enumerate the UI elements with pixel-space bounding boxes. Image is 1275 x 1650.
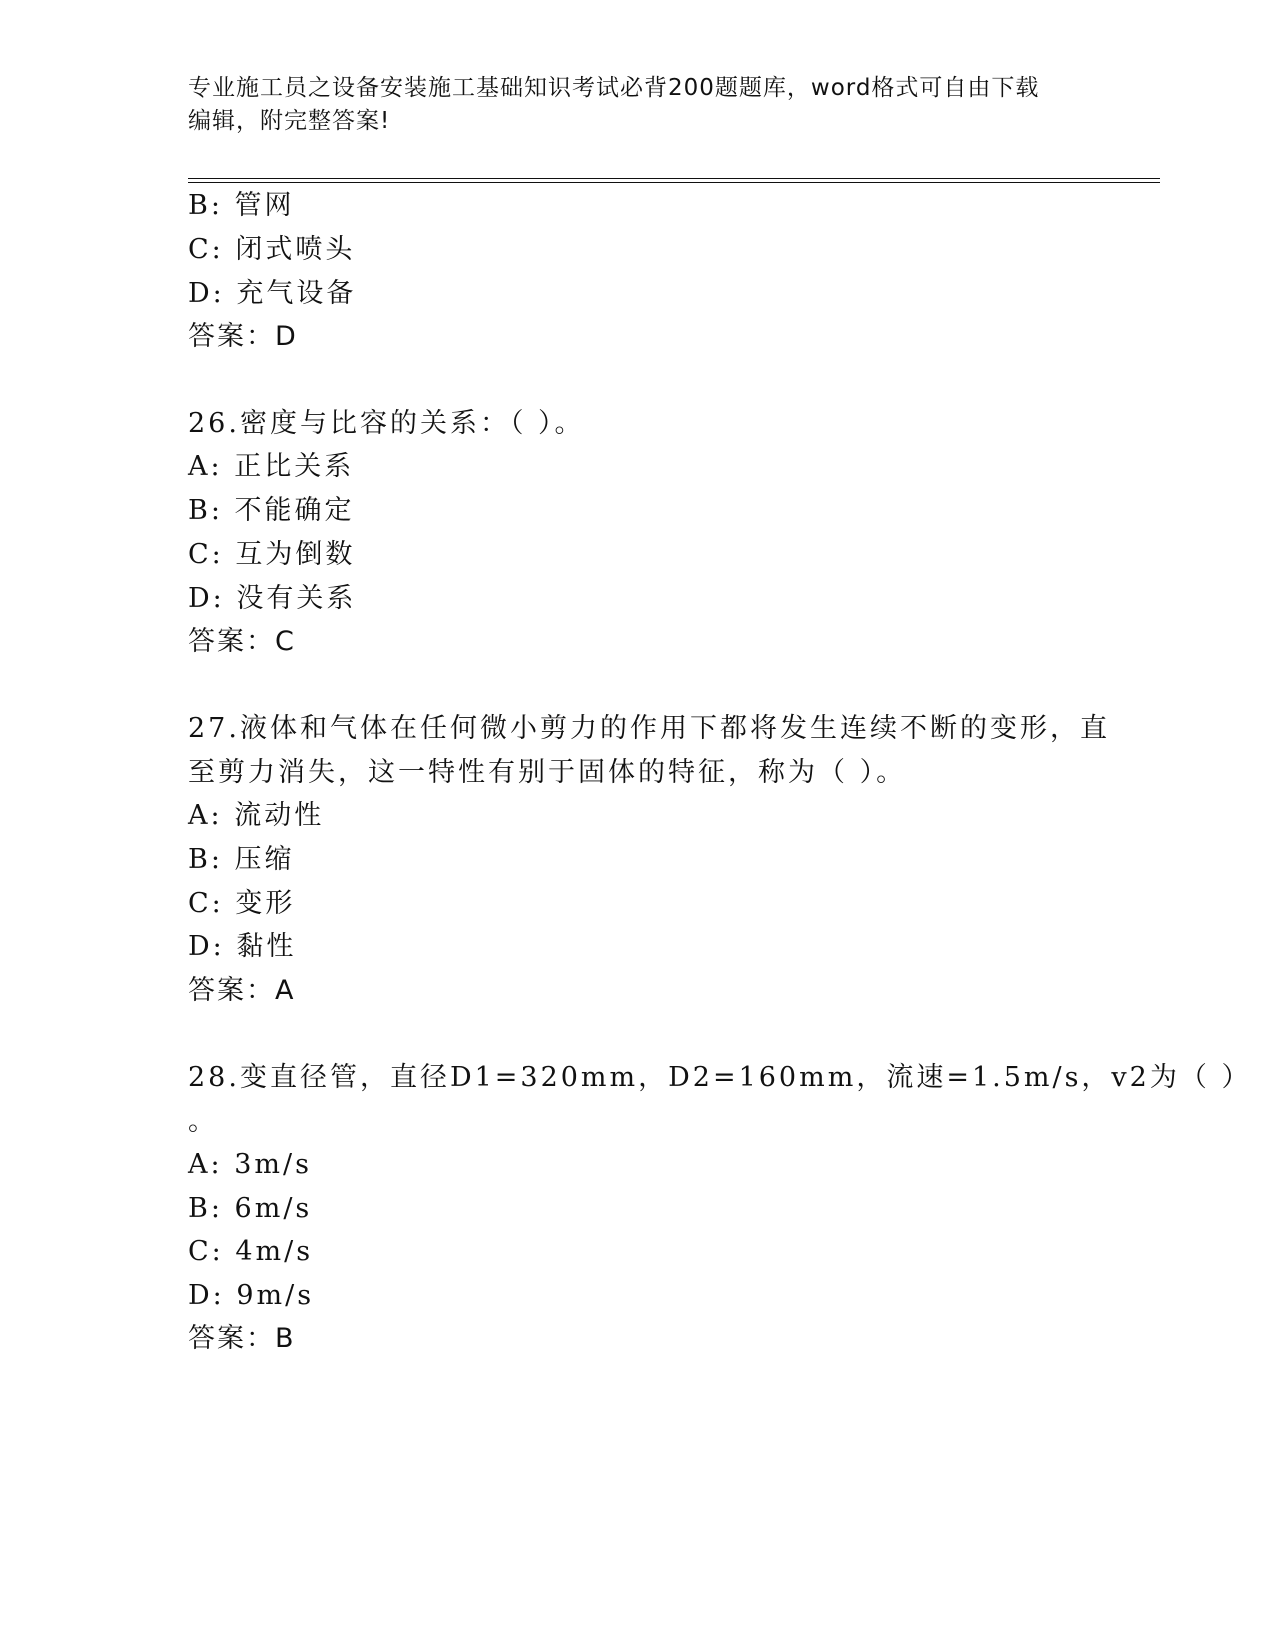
question-26-stem: 26.密度与比容的关系：（ ）。 xyxy=(188,408,585,439)
option-b: B: 压缩 xyxy=(188,844,295,875)
question-28-stem-line-1: 28.变直径管，直径D1=320mm，D2=160mm，流速=1.5m/s，v2为（ ） xyxy=(188,1062,1252,1093)
header-line-1: 专业施工员之设备安装施工基础知识考试必背200题题库，word格式可自由下载 xyxy=(188,75,1040,101)
option-a: A: 流动性 xyxy=(188,800,325,831)
question-27-stem-line-1: 27.液体和气体在任何微小剪力的作用下都将发生连续不断的变形，直 xyxy=(188,713,1110,744)
question-27-stem-line-2: 至剪力消失，这一特性有别于固体的特征，称为（ ）。 xyxy=(188,757,907,788)
option-d: D: 9m/s xyxy=(188,1280,315,1311)
option-d: D: 黏性 xyxy=(188,931,297,962)
option-d: D: 没有关系 xyxy=(188,583,357,614)
option-b: B: 不能确定 xyxy=(188,495,355,526)
document-header xyxy=(188,72,1088,138)
answer-27: 答案：A xyxy=(188,975,296,1006)
option-b: B: 管网 xyxy=(188,190,295,221)
option-d: D: 充气设备 xyxy=(188,278,357,309)
option-a: A: 3m/s xyxy=(188,1149,312,1180)
question-28-stem-line-2: 。 xyxy=(188,1106,218,1137)
header-divider xyxy=(188,178,1160,183)
option-b: B: 6m/s xyxy=(188,1193,313,1224)
answer-28: 答案：B xyxy=(188,1323,296,1354)
option-c: C: 闭式喷头 xyxy=(188,234,356,265)
answer-26: 答案：C xyxy=(188,626,296,657)
option-a: A: 正比关系 xyxy=(188,451,355,482)
header-line-2: 编辑，附完整答案! xyxy=(188,108,391,134)
option-c: C: 变形 xyxy=(188,888,296,919)
option-c: C: 4m/s xyxy=(188,1236,314,1267)
option-c: C: 互为倒数 xyxy=(188,539,356,570)
answer-25: 答案：D xyxy=(188,321,298,352)
